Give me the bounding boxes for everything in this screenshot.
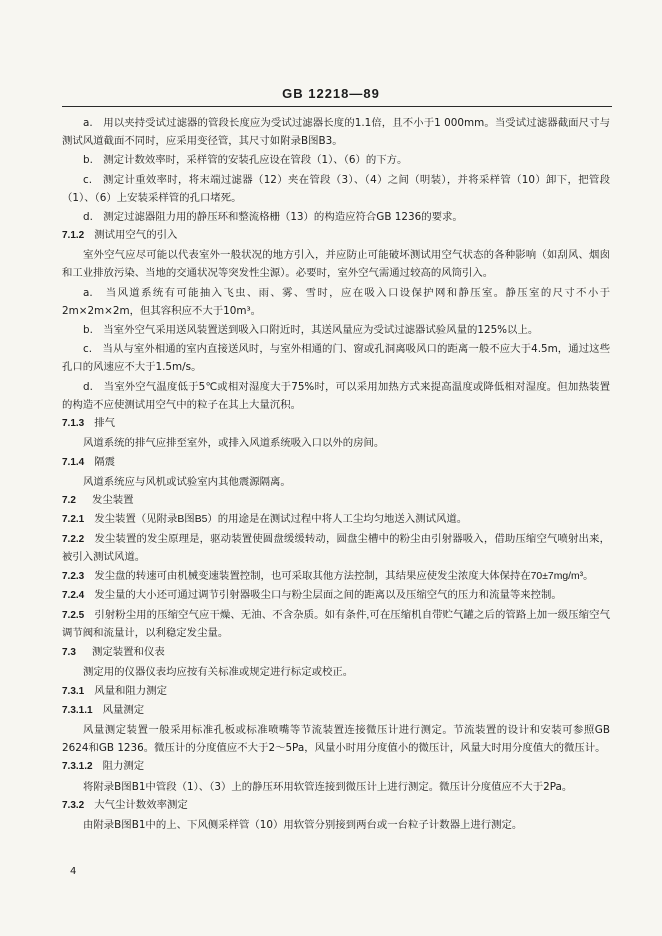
section-title: 排气	[94, 417, 116, 429]
numbered-clause	[62, 568, 610, 586]
section-heading	[62, 454, 610, 472]
header-rule	[62, 106, 612, 107]
section-title: 大气尘计数效率测定	[94, 800, 188, 812]
body-paragraph: a. 用以夹持受试过滤器的管段长度应为受试过滤器长度的1.1倍，且不小于1 000mm。当受试过滤器截面尺寸与测试风道截面不同时，应采用变径管，其尺寸如附录B图B3。	[62, 117, 610, 147]
standard-number-header: GB 12218—89	[282, 86, 380, 101]
body-paragraph: b. 测定计数效率时，采样管的安装孔应设在管段（1）、（6）的下方。	[83, 154, 408, 167]
clause-number: 7.2.3	[62, 571, 85, 583]
section-number: 7.1.4	[62, 456, 85, 468]
section-heading	[62, 702, 610, 720]
section-heading	[62, 492, 610, 510]
clause-number: 7.2.1	[62, 514, 85, 526]
section-number: 7.3.1	[62, 685, 85, 697]
section-title: 测定装置和仪表	[92, 646, 165, 658]
clause-text: 发尘装置（见附录B图B5）的用途是在测试过程中将人工尘均匀地送入测试风道。	[94, 514, 468, 526]
section-title: 隔震	[94, 456, 116, 468]
page-number: 4	[70, 866, 77, 877]
section-number: 7.3.1.2	[62, 761, 93, 773]
section-number: 7.3	[62, 646, 76, 658]
section-heading	[62, 797, 610, 815]
clause-number: 7.2.2	[62, 533, 85, 545]
body-paragraph: 将附录B图B1中管段（1）、（3）上的静压环用软管连接到微压计上进行测定。微压计分度值应不大于2Pa。	[83, 780, 573, 793]
section-heading	[62, 227, 610, 245]
section-title: 阻力测定	[102, 761, 145, 773]
section-title: 测试用空气的引入	[94, 230, 178, 242]
section-number: 7.3.2	[62, 800, 85, 812]
clause-text: 发尘装置的发尘原理是，驱动装置使圆盘缓缓转动，圆盘尘槽中的粉尘由引射器吸入，借助压缩空气喷射出来，被引入测试风道。	[62, 533, 610, 563]
clause-number: 7.2.4	[62, 590, 85, 602]
body-paragraph: 风量测定装置一般采用标准孔板或标准喷嘴等节流装置连接微压计进行测定。节流装置的设计和安装可参照GB 2624和GB 1236。微压计的分度值应不大于2～5Pa，风量小时用分度值小的微压计，风量大时用分度值大的微压计。	[62, 724, 610, 755]
section-number: 7.2	[62, 495, 76, 507]
body-paragraph: 测定用的仪器仪表均应按有关标准或规定进行标定或校正。	[83, 666, 354, 679]
numbered-clause	[62, 607, 610, 643]
section-number: 7.3.1.1	[62, 704, 93, 716]
body-paragraph: c. 测定计重效率时，将末端过滤器（12）夹在管段（3）、（4）之间（明装），并将采样管（10）卸下，把管段（1）、（6）上安装采样管的孔口堵死。	[62, 173, 610, 204]
body-paragraph: a. 当风道系统有可能抽入飞虫、雨、雾、雪时，应在吸入口设保护网和静压室。静压室的尺寸不小于2m×2m×2m，但其容积应不大于10m³。	[62, 286, 610, 317]
body-paragraph: 室外空气应尽可能以代表室外一般状况的地方引入，并应防止可能破坏测试用空气状态的各种影响（如刮风、烟囱和工业排放污染、当地的交通状况等突发性尘源）。必要时，室外空气需通过较高的风筒引入。	[62, 249, 610, 280]
clause-text: 发尘量的大小还可通过调节引射器吸尘口与粉尘层面之间的距离以及压缩空气的压力和流量等来控制。	[94, 590, 562, 602]
section-title: 风量和阻力测定	[94, 685, 167, 697]
body-paragraph: c. 当从与室外相通的室内直接送风时，与室外相通的门、窗或孔洞离吸风口的距离一般不应大于4.5m，通过这些孔口的风速应不大于1.5m/s。	[62, 343, 610, 374]
section-number: 7.1.2	[62, 230, 85, 242]
body-paragraph: 风道系统的排气应排至室外，或排入风道系统吸入口以外的房间。	[83, 437, 385, 450]
clause-text: 引射粉尘用的压缩空气应干燥、无油、不含杂质。如有条件,可在压缩机自带贮气罐之后的管路上加一级压缩空气调节阀和流量计，以利稳定发尘量。	[62, 609, 610, 639]
body-paragraph: d. 当室外空气温度低于5℃或相对湿度大于75%时，可以采用加热方式来提高温度或降低相对湿度。但加热装置的构造不应使测试用空气中的粒子在其上大量沉积。	[62, 380, 610, 411]
section-title: 发尘装置	[92, 495, 134, 507]
body-paragraph: 由附录B图B1中的上、下风侧采样管（10）用软管分别接到两台或一台粒子计数器上进行测定。	[83, 819, 523, 832]
section-heading	[62, 644, 610, 662]
section-heading	[62, 758, 610, 776]
body-paragraph: d. 测定过滤器阻力用的静压环和整流格栅（13）的构造应符合GB 1236的要求。	[83, 210, 463, 223]
clause-number: 7.2.5	[62, 609, 85, 621]
clause-text: 发尘盘的转速可由机械变速装置控制，也可采取其他方法控制，其结果应使发尘浓度大体保持在70±7mg/m³。	[94, 571, 594, 583]
numbered-clause	[62, 531, 610, 567]
body-paragraph: b. 当室外空气采用送风装置送到吸入口附近时，其送风量应为受试过滤器试验风量的125%以上。	[83, 324, 539, 337]
section-heading	[62, 415, 610, 433]
section-heading	[62, 683, 610, 701]
body-paragraph: 风道系统应与风机或试验室内其他震源隔离。	[83, 475, 291, 488]
document-body	[62, 114, 610, 836]
numbered-clause	[62, 587, 610, 605]
numbered-clause	[62, 511, 610, 529]
section-title: 风量测定	[102, 704, 145, 716]
section-number: 7.1.3	[62, 417, 85, 429]
